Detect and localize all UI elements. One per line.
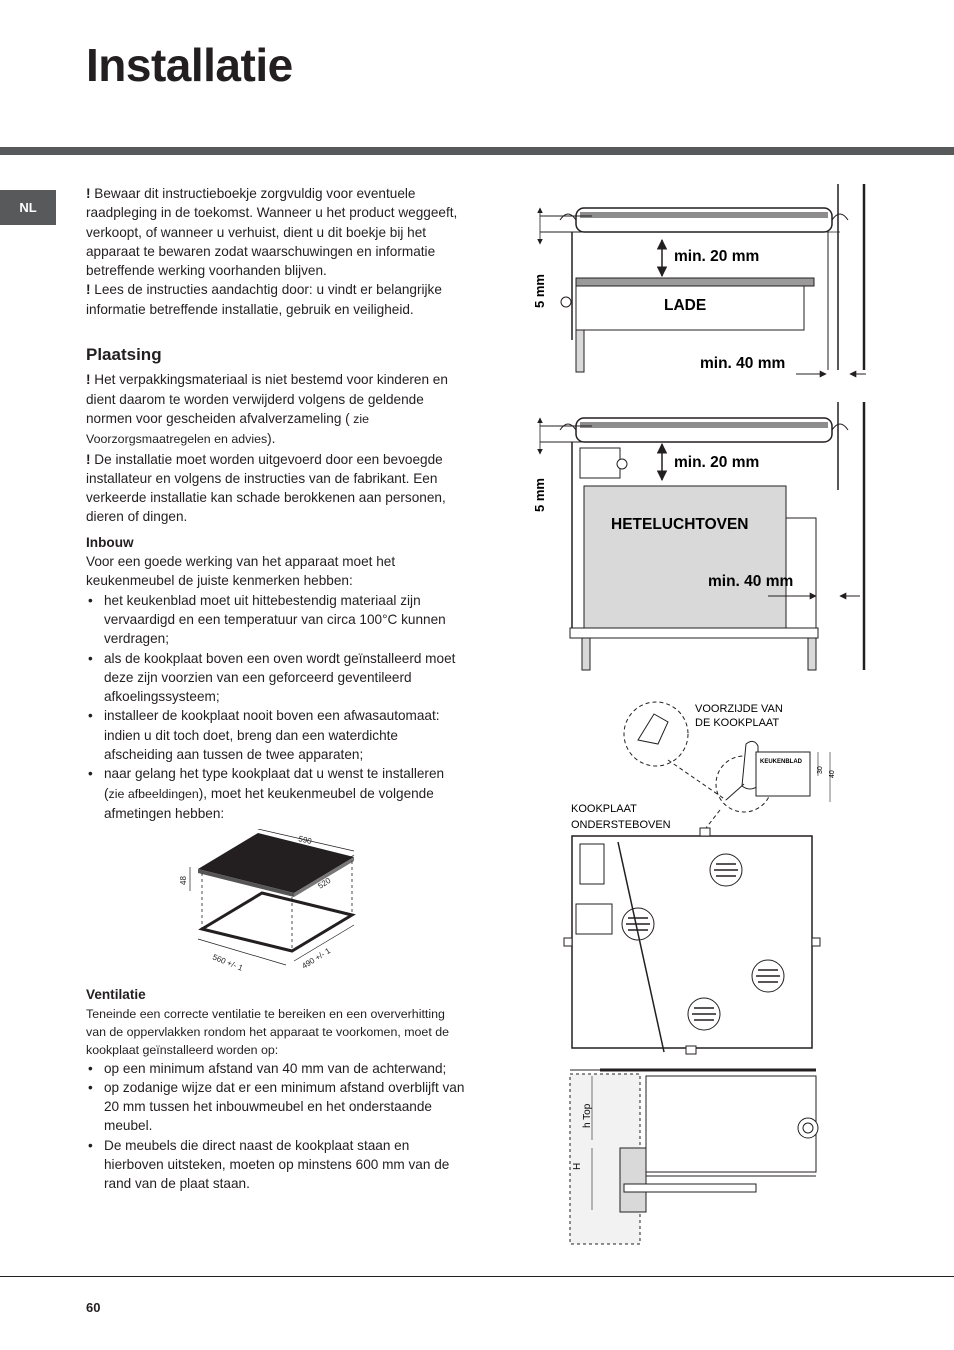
list-item-text: naar gelang het type kookplaat dat u wenst te installeren ( — [104, 766, 445, 801]
language-tab: NL — [0, 190, 56, 225]
plaatsing-text-2: De installatie moet worden uitgevoerd door een bevoegde installateur en volgens de instructies van de fabrikant. Een verkeerde installatie kan schade berokkenen aan personen, dieren of dingen. — [86, 451, 446, 525]
section-diagram — [570, 1070, 818, 1244]
upside-label-2: ONDERSTEBOVEN — [571, 819, 671, 831]
intro-paragraph-1 — [86, 184, 466, 280]
oven-gap-label: min. 20 mm — [674, 454, 760, 471]
page-number: 60 — [86, 1300, 101, 1315]
h-label: H — [572, 1162, 583, 1170]
intro-text-2: Lees de instructies aandachtig door: u vindt er belangrijke informatie betreffende installatie, gebruik en veiligheid. — [86, 282, 442, 317]
inbouw-list — [86, 591, 466, 824]
cutout-outline — [202, 893, 352, 951]
plaatsing-paragraph-1 — [86, 370, 466, 449]
plaatsing-text-1: Het verpakkingsmateriaal is niet bestemd voor kinderen en dient daarom te worden verwijderd volgens de geldende normen voor gescheiden afvalverzameling ( — [86, 372, 448, 426]
drawer-wall-gap-label: min. 40 mm — [700, 355, 786, 372]
warning-mark: ! — [86, 451, 91, 467]
section-heading-ventilatie: Ventilatie — [86, 987, 146, 1003]
drawer-label: LADE — [664, 297, 707, 314]
text-column — [86, 184, 466, 1194]
dim-cut-width: 560 +/- 1 — [211, 952, 245, 973]
dim-width: 590 — [297, 834, 313, 847]
dim-depth: 520 — [316, 876, 333, 891]
list-item: • het keukenblad moet uit hittebestendig materiaal zijn vervaardigd en een temperatuur van circa 100°C kunnen verdragen; — [86, 591, 466, 649]
section-heading-inbouw: Inbouw — [86, 534, 134, 550]
intro-text-1: Bewaar dit instructieboekje zorgvuldig voor eventuele raadpleging in de toekomst. Wanneer u het product weggeeft, verkoopt, of wanneer u verhuist, dient u dit boekje bij het apparaat te bewaren zodat waarschuwingen en informatie betreffende werking voorhanden blijven. — [86, 186, 458, 279]
plaatsing-paragraph-2 — [86, 450, 466, 527]
list-item: • als de kookplaat boven een oven wordt geïnstalleerd moet deze zijn voorzien van een geforceerd geventileerd afkoelingssysteem; — [86, 649, 466, 707]
list-item: • De meubels die direct naast de kookplaat staan en hierboven uitsteken, moeten op minstens 600 mm van de rand van de plaat staan. — [86, 1136, 466, 1194]
installation-diagrams — [520, 180, 940, 1250]
inbouw-intro: Voor een goede werking van het apparaat moet het keukenmeubel de juiste kenmerken hebben: — [86, 554, 396, 589]
h-top-label: h Top — [582, 1103, 593, 1128]
ventilatie-list — [86, 1059, 466, 1194]
dim-40: 40 — [829, 770, 836, 778]
drawer-gap-label: min. 20 mm — [674, 248, 760, 265]
warning-mark: ! — [86, 372, 91, 388]
drawer-diagram — [532, 184, 866, 374]
warning-mark: ! — [86, 186, 91, 201]
plaatsing-text-1-end: ). — [267, 431, 276, 447]
drawer-side-gap: 5 mm — [532, 274, 547, 308]
intro-paragraph-2 — [86, 280, 466, 319]
cross-reference: zie Voorzorgsmaatregelen en advies — [86, 411, 370, 447]
warning-mark: ! — [86, 282, 91, 298]
cutout-dimensions-diagram — [86, 829, 466, 975]
footer-rule — [0, 1276, 954, 1277]
oven-side-gap: 5 mm — [532, 478, 547, 512]
ventilatie-intro: Teneinde een correcte ventilatie te bereiken en een oververhitting van de oppervlakken rondom het apparaat te voorkomen, moet de kookplaat geïnstalleerd worden op: — [86, 1006, 449, 1057]
dim-30: 30 — [817, 766, 824, 774]
list-item: • op zodanige wijze dat er een minimum afstand overblijft van 20 mm tussen het inbouwmeubel en het onderstaande meubel. — [86, 1078, 466, 1136]
front-label-1: VOORZIJDE VAN — [695, 703, 783, 715]
dim-cut-depth: 490 +/- 1 — [300, 946, 333, 971]
oven-wall-gap-label: min. 40 mm — [708, 573, 794, 590]
front-label-2: DE KOOKPLAAT — [695, 717, 780, 729]
list-item-text: ), moet het keukenmeubel de volgende afmetingen hebben: — [104, 785, 434, 821]
clip-diagram — [564, 702, 836, 1054]
list-item: • op een minimum afstand van 40 mm van de achterwand; — [86, 1059, 466, 1078]
page-title: Installatie — [86, 39, 293, 91]
list-item: • installeer de kookplaat nooit boven een afwasautomaat: indien u dit toch doet, breng dan een waterdichte afscheiding aan tussen de twee apparaten; — [86, 706, 466, 764]
cross-reference: zie afbeeldingen — [108, 786, 199, 801]
worktop-label: KEUKENBLAD — [760, 759, 802, 765]
upside-label-1: KOOKPLAAT — [571, 803, 637, 815]
oven-label: HETELUCHTOVEN — [611, 516, 749, 533]
list-item — [86, 764, 466, 823]
header-bar — [0, 147, 954, 155]
oven-diagram — [532, 402, 864, 670]
section-heading-plaatsing: Plaatsing — [86, 345, 162, 365]
dim-height: 48 — [179, 876, 188, 886]
